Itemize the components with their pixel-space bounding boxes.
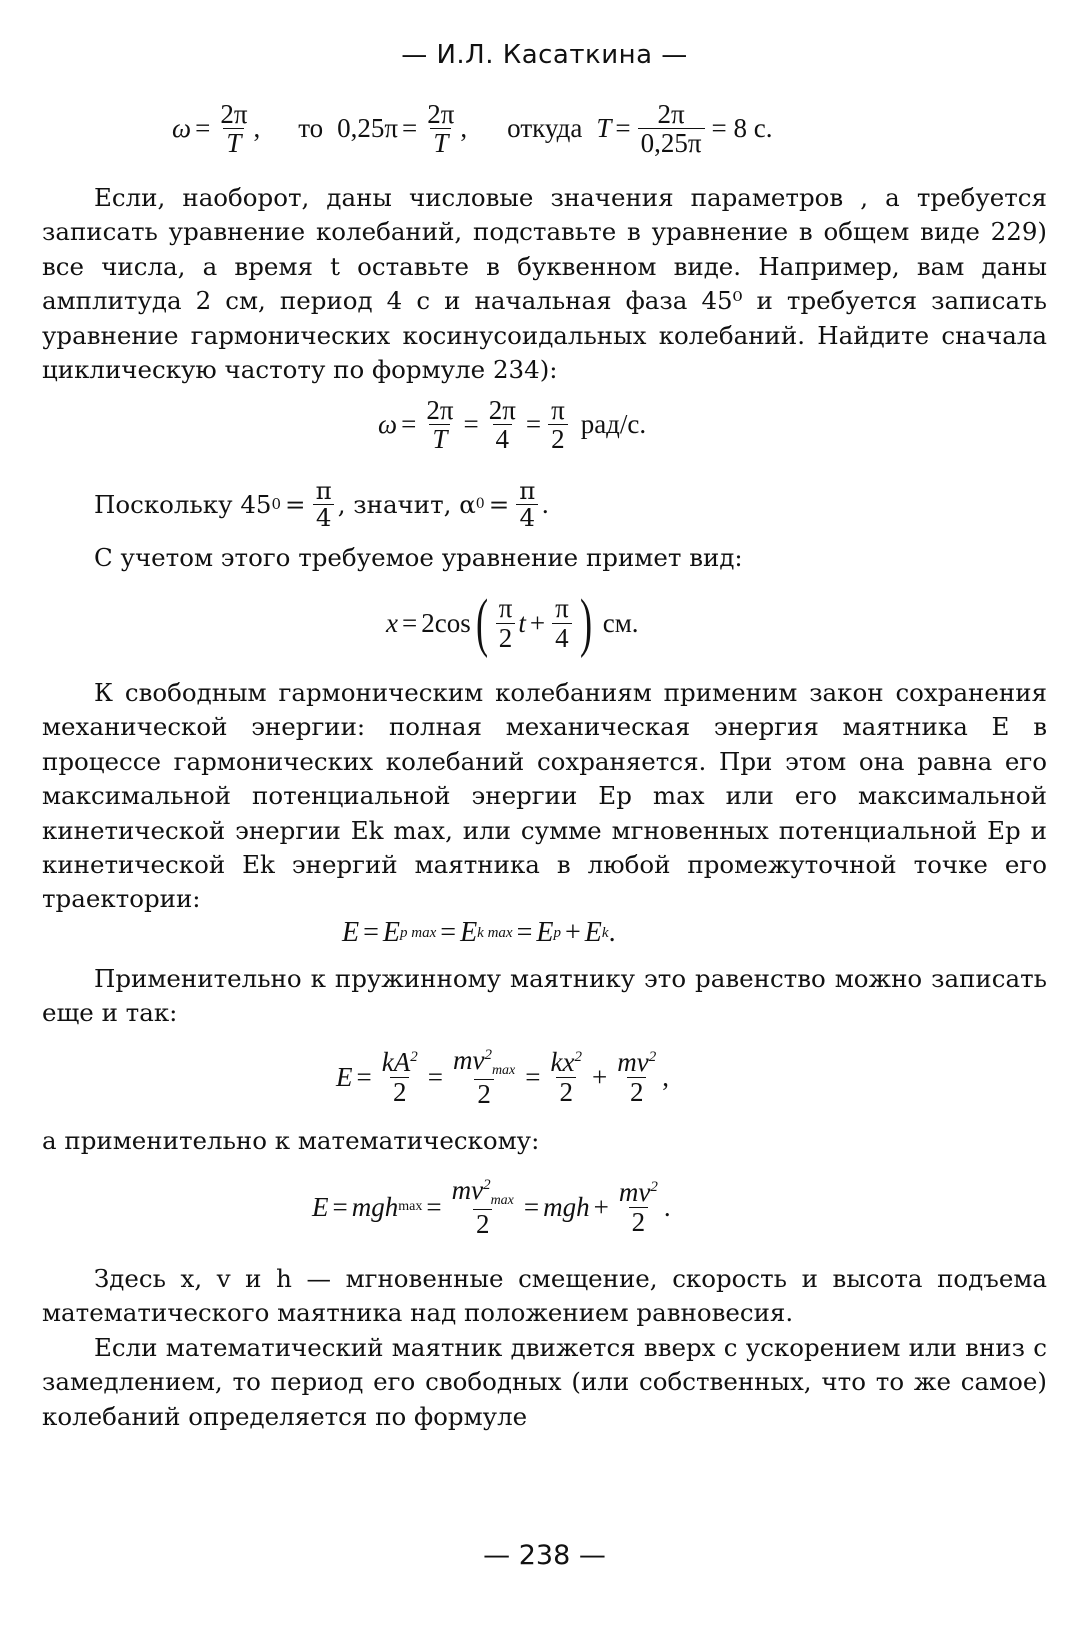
page-number: — 238 —: [483, 1540, 606, 1571]
omega-symbol: ω: [172, 113, 192, 144]
result: = 8 с.: [711, 113, 773, 144]
plus: +: [529, 607, 546, 638]
paragraph-spring-pendulum: Применительно к пружинному маятнику это равенство можно записать еще и так:: [42, 964, 1047, 1028]
denominator: T: [429, 424, 450, 453]
numerator: mv: [617, 1047, 649, 1078]
subscript: k: [601, 924, 609, 941]
denominator: 4: [493, 424, 513, 453]
denominator: 2: [556, 1077, 576, 1106]
equation-cyclic-frequency: ω = $\frac{2\pi}{T}$ = $\frac{2\pi}{4}$ = $\frac{\pi}{2}$ рад/с.: [378, 395, 647, 455]
energy-symbol: E: [336, 1061, 353, 1092]
period-mark: .: [608, 917, 616, 948]
denominator: 0,25π: [638, 128, 705, 157]
energy-symbol: E: [382, 917, 401, 948]
denominator: T: [223, 128, 244, 157]
numerator: π: [315, 476, 332, 505]
degree-superscript: 0: [271, 495, 282, 514]
fraction: [614, 1048, 659, 1106]
denominator: 2: [548, 424, 568, 453]
subscript: p max: [400, 924, 437, 941]
equals-sign: =: [615, 113, 631, 144]
subscript: k max: [477, 924, 513, 941]
subscript: 0: [475, 496, 485, 513]
unit: рад/с.: [580, 409, 647, 440]
fraction: [423, 396, 456, 454]
line-since-45-degrees: Поскольку 45 0 = $\frac{\pi}{4}$ , значит, α 0 = $\frac{\pi}{4}$ .: [94, 476, 550, 532]
fraction: [548, 396, 568, 454]
denominator: 4: [552, 623, 572, 652]
superscript: 2: [574, 1049, 582, 1066]
omega-symbol: ω: [378, 409, 398, 440]
energy-symbol: E: [312, 1191, 329, 1222]
numerator: mv: [452, 1045, 485, 1075]
subscript: max: [398, 1199, 423, 1215]
denominator: 2: [390, 1077, 410, 1106]
paragraph-accelerating-pendulum: Если математический маятник движется вверх с ускорением или вниз с замедлением, то период его свободных (или собственных, что то же самое) колебаний определяется по формуле: [42, 1333, 1047, 1431]
text: , значит, α: [337, 489, 476, 519]
energy-symbol: E: [342, 917, 360, 948]
numerator: π: [519, 476, 536, 505]
comma: ,: [662, 1061, 669, 1092]
subscript: max: [490, 1193, 514, 1208]
equals-sign: =: [195, 113, 211, 144]
fraction: [424, 100, 457, 158]
word-whence: откуда: [507, 113, 583, 144]
fraction: [638, 100, 705, 158]
subscript: max: [491, 1063, 516, 1078]
denominator: T: [430, 128, 451, 157]
denominator: 2: [496, 623, 516, 652]
fraction: [516, 478, 538, 530]
energy-symbol: E: [536, 917, 554, 948]
mgh: mgh: [351, 1191, 399, 1222]
energy-symbol: E: [584, 917, 602, 948]
fraction: [548, 1048, 585, 1106]
fraction: [450, 1046, 518, 1108]
equation-spring-energy: E = $\frac{kA^2}{2}$ = $mv^2\max$ 2 = $\frac{kx^2}{2}$ + $\frac{mv^2}{2}$ ,: [336, 1045, 669, 1109]
superscript: 2: [484, 1047, 492, 1063]
denominator: 2: [627, 1077, 647, 1106]
paragraph-here: Здесь x, v и h — мгновенные смещение, скорость и высота подъема математического маятника над положением равновесия.: [42, 1264, 1047, 1328]
fraction: [486, 396, 519, 454]
energy-symbol: E: [460, 917, 478, 948]
numerator: 2π: [488, 395, 516, 425]
mgh: mgh: [543, 1191, 590, 1222]
numerator: π: [551, 395, 565, 425]
denominator: 2: [629, 1207, 649, 1236]
numerator: π: [555, 593, 569, 624]
equation-period: [172, 100, 773, 158]
denominator: 4: [313, 504, 335, 531]
denominator: 4: [516, 504, 538, 531]
line-math-pendulum: а применительно к математическому:: [42, 1126, 540, 1155]
numerator: 2π: [427, 99, 455, 129]
fraction: [217, 100, 250, 158]
numerator: π: [498, 593, 513, 624]
word-to: то: [298, 113, 324, 144]
time-symbol: t: [518, 607, 526, 638]
subscript: p: [553, 924, 561, 941]
paragraph-energy-conservation: К свободным гармоническим колебаниям применим закон сохранения механической энергии: полная механическая энергия маятника E в процессе гармонических колебаний сохраняется. При этом она равна его максимальной потенциальной энергии Ep max или его максимальной кинетической энергии Ek max, или сумме мгновенных потенциальной Ep и кинетической Ek энергий маятника в любой промежуточной точке его траектории:: [42, 678, 1047, 914]
fraction: [616, 1178, 661, 1236]
period-symbol: T: [596, 113, 612, 144]
comma: ,: [253, 113, 261, 144]
x-symbol: x: [386, 607, 398, 638]
numerator: 2π: [220, 99, 248, 129]
superscript: 2: [648, 1049, 657, 1066]
paragraph-numeric-values: Если, наоборот, даны числовые значения параметров , а требуется записать уравнение колебаний, подставьте в уравнение в общем виде 229) все числа, а время t оставьте в буквенном виде. Например, вам даны амплитуда 2 см, период 4 с и начальная фаза 45⁰ и требуется записать уравнение гармонических косинусоидальных колебаний. Найдите сначала циклическую частоту по формуле 234):: [42, 183, 1047, 385]
running-header: — И.Л. Касаткина —: [401, 40, 688, 70]
equation-energy-balance: E = E p max = E k max = E p + E k .: [342, 917, 616, 948]
value: 0,25π: [337, 113, 399, 144]
numerator: 2π: [426, 395, 454, 425]
numerator: kx: [550, 1047, 575, 1078]
period-mark: .: [541, 489, 550, 519]
numerator: mv: [451, 1175, 484, 1205]
superscript: 2: [650, 1179, 658, 1196]
numerator: 2π: [657, 99, 685, 129]
comma: ,: [460, 113, 468, 144]
numerator: mv: [618, 1177, 651, 1208]
unit: см.: [602, 607, 639, 638]
fraction: [552, 594, 572, 652]
period-mark: .: [663, 1191, 671, 1222]
numerator: kA: [381, 1047, 411, 1078]
right-paren: ): [579, 586, 592, 659]
fraction: [496, 594, 516, 652]
denominator: 2: [474, 1079, 494, 1108]
denominator: 2: [473, 1209, 493, 1238]
fraction: [379, 1048, 421, 1106]
superscript: 2: [410, 1049, 418, 1066]
equation-oscillation: x = 2cos ( $\frac{\pi}{2}$ t + $\frac{\pi}{4}$ ) см.: [386, 586, 639, 659]
superscript: 2: [483, 1177, 491, 1193]
fraction: [313, 478, 335, 530]
equals-sign: =: [402, 113, 418, 144]
cosine: 2cos: [421, 607, 471, 638]
left-paren: (: [475, 586, 488, 659]
line-with-this: С учетом этого требуемое уравнение примет вид:: [94, 543, 743, 572]
fraction: [449, 1176, 517, 1238]
equation-math-pendulum-energy: E = mgh max = $mv^2\max$ 2 = mgh + $\frac{mv^2}{2}$ .: [312, 1175, 671, 1239]
text: Поскольку 45: [94, 489, 272, 519]
